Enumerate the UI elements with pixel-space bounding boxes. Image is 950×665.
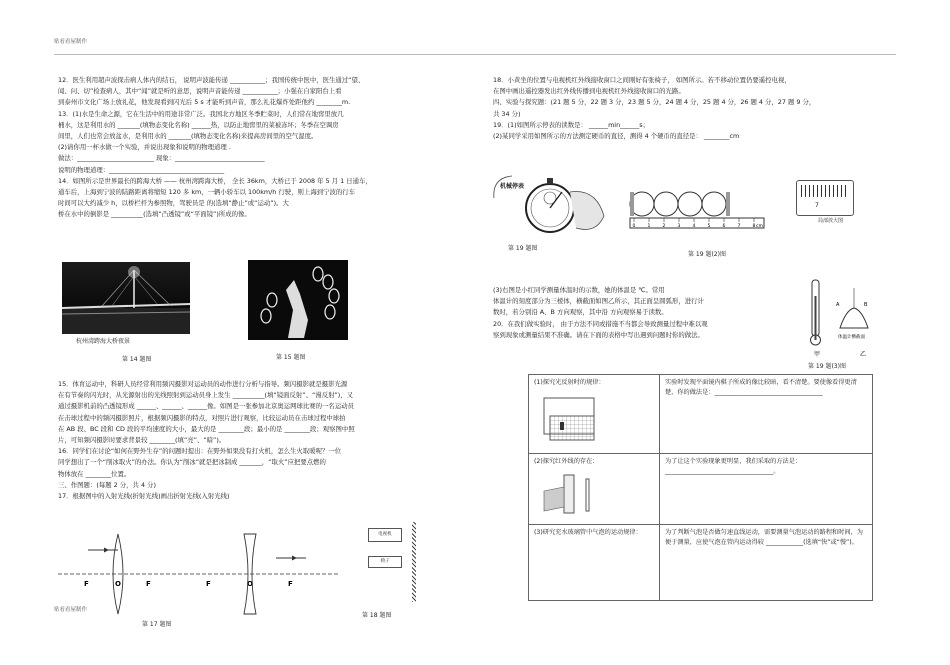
ruler-tick-label: 8: [752, 224, 756, 229]
text-line: 13．(1)水是生命之源，它在生活中的用途非常广泛。我国北方地区冬季贮菜时，人们常在地窖里放几: [58, 109, 344, 118]
text-line: 桥在水中的倒影是 __________(选填“凸透镜”或“平面镜”)所成的像。: [58, 210, 251, 219]
experiment-table: [528, 374, 873, 601]
ruler-tick-label: 6: [722, 224, 726, 229]
text-line: 17．根据图中的入射光线(折射光线)画出折射光线(入射光线): [58, 492, 230, 501]
text-line: 14．如图所示是世界最长的跨海大桥 —— 杭州湾跨海大桥， 全长 36km，大桥已于 2008 年 5 月 1 日通车，: [58, 176, 372, 185]
text-line: 片，可知频闪摄影时要求背景较 ________(填“亮”、“暗”)。: [58, 436, 226, 445]
ruler-tick-label: 0: [632, 224, 636, 229]
bridge-photo: [62, 262, 190, 334]
direction-label-b: B: [864, 302, 868, 308]
direction-label-a: A: [836, 302, 840, 308]
text-line: 桶水，这是利用水的 _______(填物态变化名称) ______热，以防止地窖里的菜被冻坏；冬季在空调房: [58, 120, 339, 129]
text-line: (3)右图是小红同学测量体温时的示数，她的体温是 ℃。常用: [493, 286, 665, 294]
text-line: 时间可以大约减少 h，以桥栏杆为参照物，驾驶员是 的(选填“静止”或“运动”)。大: [58, 199, 289, 208]
fig14-caption: 杭州湾跨海大桥夜景: [76, 338, 131, 345]
tennis-strobe-illustration: [248, 260, 348, 340]
text-line: 通过摄影机前的凸透镜形成 ______、______、______像。如图是一张参加北京奥运网球比赛的一名运动员: [58, 402, 354, 411]
right-column: [493, 76, 873, 143]
zoom-box: [796, 180, 854, 216]
fig19-label: 第 19 题图: [508, 245, 538, 252]
table-row: [529, 453, 873, 524]
text-line: 在 AB 段、BC 段和 CD 段的平均速度的大小，最大的是 ________段；最小的是 ________段；观察图中照: [58, 424, 355, 433]
table-row: [529, 524, 873, 600]
fig19-2-label: 第 19 题(2)图: [688, 251, 726, 258]
text-line: 19．(1)如图所示停表的读数是： ______min______s；: [493, 120, 650, 129]
text-line: 察到现象或测量结果不准确。请在下面的表格中写出遇到问题时你的做法。: [493, 330, 704, 339]
wall-hatch: [412, 522, 416, 602]
lens-label-f4: F: [288, 580, 293, 588]
lens-label-o1: O: [115, 580, 121, 588]
ruler-tick-label: 7: [737, 224, 741, 229]
bridge-illustration: [62, 262, 190, 334]
text-line: 在有节奏的闪光时，从光源射出的光线照射到运动员身上发生 __________(填“镜面反射”、“漫反射”)，又: [58, 391, 354, 400]
text-line: 间里，人们也常会放盆水，是利用水的 _______(填物态变化名称)来提高房间里的空气湿度。: [58, 132, 318, 141]
text-line: 闻、问、切”检查病人，其中“闻”就是听的意思，说明声音能传递 ___________；小强在自家阳台上看: [58, 87, 342, 96]
fig18-label: 第 18 题图: [362, 612, 392, 619]
text-line: 到泰州市文化广场上放礼花，他发现看到闪光后 5 s 才能听到声音，那么礼花爆炸处距他约 ________m.: [58, 98, 351, 107]
zoom-label: 局部放大图: [818, 218, 844, 224]
text-line: (2)某同学采用如图所示的方法测定硬币的直径，测得 4 个硬币的直径是： ________cm: [493, 132, 740, 141]
fig17-label: 第 17 题图: [142, 621, 172, 628]
label-yi: 乙: [860, 351, 867, 358]
ruler-unit: cm: [756, 224, 763, 229]
text-line: 在击球过程中的频闪摄影照片，根据频闪摄影的特点，对照片进行观察，比较运动员在击球过程中球拍: [58, 413, 346, 422]
ruler-tick-label: 5: [707, 224, 711, 229]
ruler-tick-label: 1: [647, 224, 651, 229]
right-text-block-1: [493, 76, 873, 142]
footer-watermark: 贴看看屋制作: [54, 607, 88, 613]
row1-title: (1)探究光反射时的规律：: [534, 379, 605, 386]
chair-box: 椅子: [368, 556, 402, 568]
mirror-grid-figure: [534, 388, 614, 446]
row3-answer: 为了判断气泡是否做匀速直线运动，需要测量气泡运动的路程和时间，为便于测量，应使气泡在管内运动得较 ____________(选填“快”或“慢”)。: [660, 524, 873, 600]
row2-answer: 为了让这个实验现象更明显，我们采取的方法是：___________________________________。: [660, 453, 873, 524]
text-line: 共 34 分): [493, 109, 521, 118]
thermometer-figure: [792, 276, 882, 366]
infrared-figure: [534, 467, 614, 517]
text-line: 三、作图题：(每题 2 分，共 4 分): [58, 480, 156, 489]
left-text-block-1: [58, 76, 453, 220]
table-row: [529, 375, 873, 454]
ruler-tick-label: 4: [692, 224, 696, 229]
tennis-strobe-photo: [248, 260, 348, 340]
text-line: 在图中画出遥控器发出红外线传播到电视机红外线接收窗口的光路。: [493, 87, 685, 96]
stopwatch-label: 机械停表: [500, 183, 525, 190]
row2-title: (2)探究红外线的存在：: [534, 457, 599, 465]
text-line: 同学想出了一个“削冰取火”的办法。你认为“削冰”就是把冰制成 _______，“取火”应把要点燃的: [58, 458, 326, 467]
text-line: 12．医生利用超声波探击病人体内的结石， 说明声波能传递 ___________；我国传统中医中，医生通过“望、: [58, 76, 365, 84]
zoom-ticks: [801, 185, 849, 197]
fig17-lens-diagram: [58, 528, 358, 618]
text-line: 18．小黄坐的位置与电视机红外线接收窗口之间刚好有张椅子， 如图所示。若不移动位置仍要遥控电视，: [493, 76, 791, 84]
label-jia: 甲: [814, 351, 821, 358]
right-text-block-2: [493, 286, 813, 340]
header-watermark: 贴看看屋制作: [54, 39, 88, 45]
left-column: [58, 76, 453, 222]
lens-label-o2: O: [247, 580, 253, 588]
ruler-tick-label: 3: [677, 224, 681, 229]
lens-label-f3: F: [206, 580, 211, 588]
text-line: 四、实验与探究题：(21 题 5 分，22 题 3 分，23 题 5 分，24 题 4 分，25 题 4 分，26 题 4 分，27 题 9 分，: [493, 98, 816, 107]
text-line: 16．同学们在讨论“如何在野外生存”的问题时提出：在野外如果没有打火机，怎么生火取暖呢？一位: [58, 447, 342, 456]
stopwatch-figure: [486, 168, 616, 238]
lens-label-f1: F: [84, 580, 89, 588]
left-text-block-2: [58, 380, 453, 502]
text-line: 通车后，上海到宁波的陆路距离将缩短 120 多 km，一辆小轿车以 100km/h 行驶，则上海到宁波的行车: [58, 188, 356, 197]
text-line: 说明的物理道理：____________________________________: [58, 165, 225, 174]
fig19-3-label: 第 19 题(3)图: [808, 363, 846, 370]
text-line: 做法：________________________ 现象：____________________________: [58, 154, 265, 163]
row3-title: (3)研究充水玻璃管中气泡的运动规律：: [529, 524, 660, 600]
ruler-tick-label: 2: [662, 224, 666, 229]
text-line: (2)请你用一杯水做一个实验，并说出现象和说明的物理道理 .: [58, 143, 231, 152]
row1-answer: 实验时发现平面镜内棋子所成的像比较暗，看不清楚。要使像看得更清楚，你的做法是：___________________________________: [660, 375, 873, 454]
fig14-label: 第 14 题图: [122, 356, 152, 363]
text-line: 物体放在 ________位置。: [58, 469, 131, 478]
fig15-label: 第 15 题图: [276, 354, 306, 361]
header-rule: [54, 54, 896, 55]
zoom-number: 7: [815, 202, 819, 209]
text-line: 数时，若分别沿 A、B 方向观察，其中沿 方向观察易于读数。: [493, 308, 668, 317]
text-line: 体温计的刻度部分为三棱体，横截面如图乙所示，其正面呈圆弧形，进行计: [493, 297, 704, 306]
coin-ruler-figure: [628, 186, 778, 242]
lens-label-f2: F: [146, 580, 151, 588]
text-line: 20．在我们做实验时， 由于方法不同或措施不当都会导致测量过程中难以观: [493, 319, 708, 328]
cross-section-label: 体温计横截面: [838, 335, 865, 340]
tv-box: 电视机: [368, 528, 402, 542]
text-line: 15．体育运动中，科研人员经常利用频闪摄影对运动员的动作进行分析与指导。频闪摄影就是摄影光源: [58, 380, 348, 388]
